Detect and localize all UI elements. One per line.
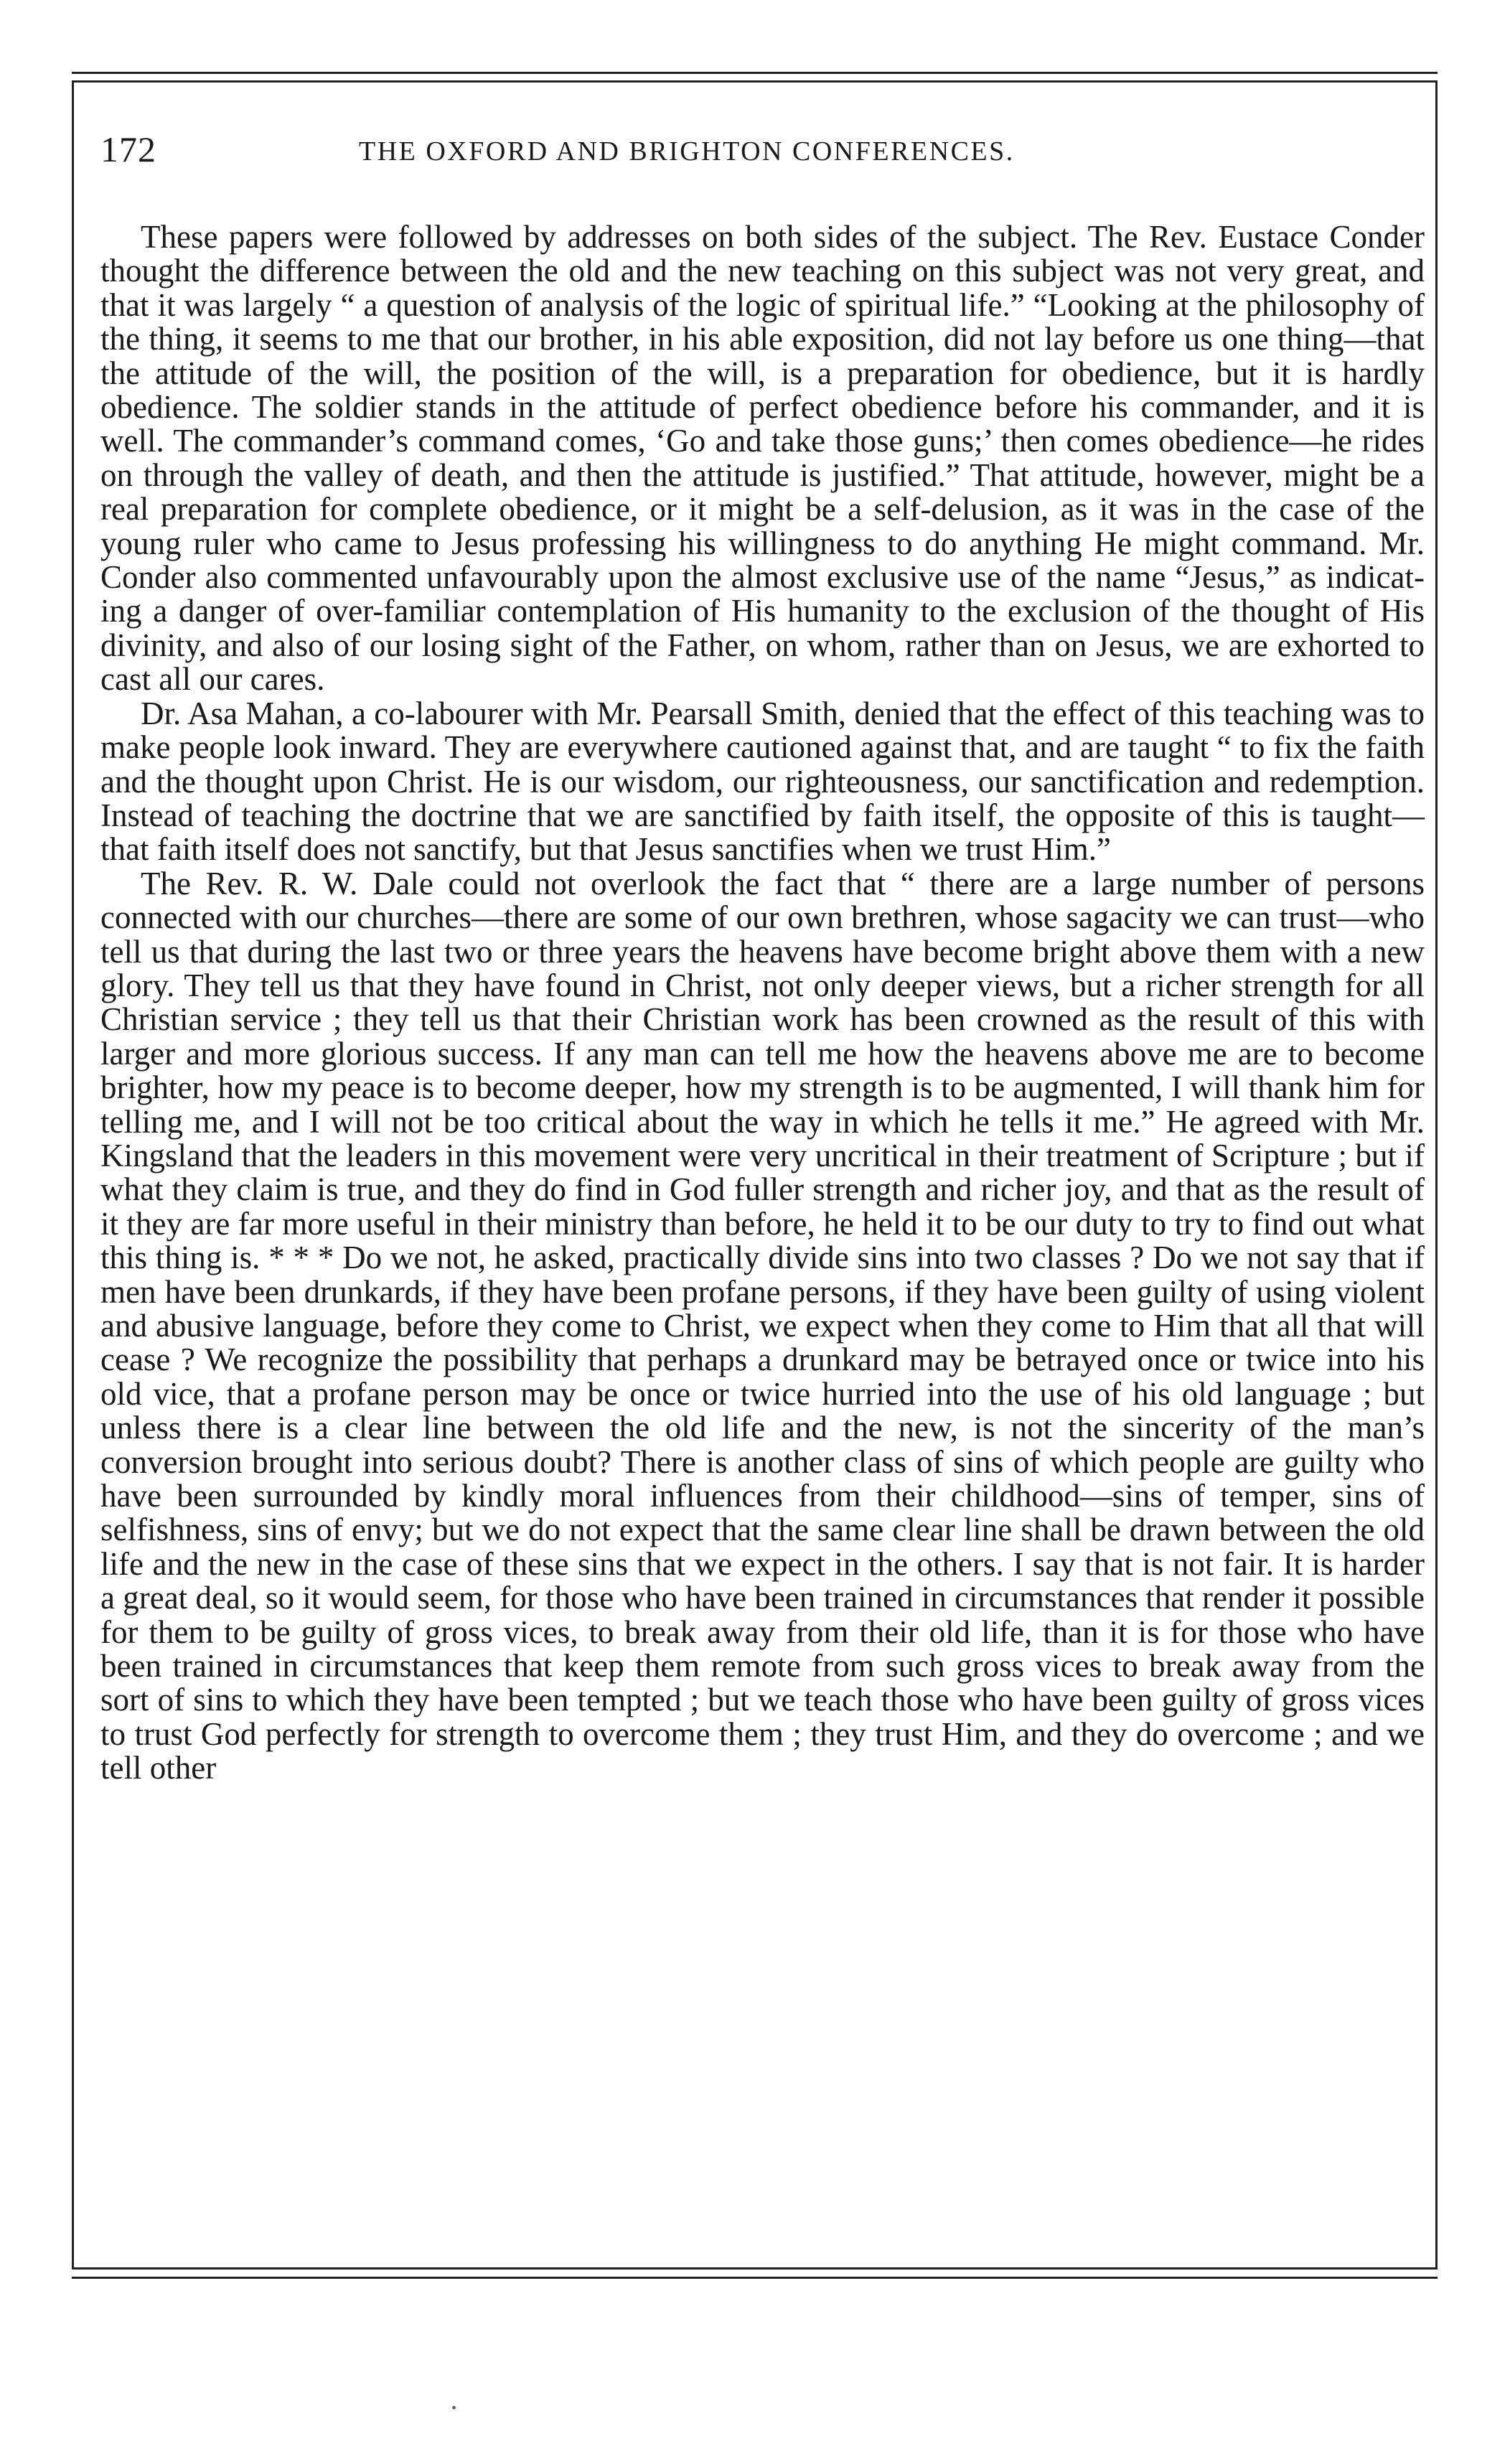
paragraph-dale: The Rev. R. W. Dale could not overlook the fact that “ there are a large number of persons connected with our churches—there are some of our own brethren, whose sagacity we can trust—who tell us that during the last two or three years the heavens have become bright above them with a new glory. They tell us that they have found in Christ, not only deeper views, but a richer strength for all Christian service ; they tell us that their Christian work has been crowned as the result of this with larger and more glorious success. If any man can tell me how the heavens above me are to become brighter, how my peace is to become deeper, how my strength is to be augmented, I will thank him for telling me, and I will not be too critical about the way in which he tells it me.” He agreed with Mr. Kingsland that the leaders in this movement were very uncritical in their treatment of Scripture ; but if what they claim is true, and they do find in God fuller strength and richer joy, and that as the result of it they are far more useful in their ministry than before, he held it to be our duty to try to find out what this thing is. * * * Do we not, he asked, practically divide sins into two classes ? Do we not say that if men have been drunkards, if they have been profane persons, if they have been guilty of using violent and abusive language, before they come to Christ, we expect when they come to Him that all that will cease ? We recognize the possibility that perhaps a drunkard may be betrayed once or twice into his old vice, that a profane person may be once or twice hurried into the use of his old language ; but unless there is a clear line between the old life and the new, is not the sincerity of the man’s conversion brought into serious doubt? There is another class of sins of which people are guilty who have been surrounded by kindly moral influences from their childhood—sins of temper, sins of selfishness, sins of envy; but we do not expect that the same clear line shall be drawn between the old life and the new in the case of these sins that we expect in the others. I say that is not fair. It is harder a great deal, so it would seem, for those who have been trained in circumstances that render it possible for them to be guilty of gross vices, to break away from their old life, than it is for those who have been trained in circumstances that keep them remote from such gross vices to break away from the sort of sins to which they have been tempted ; but we teach those who have been guilty of gross vices to trust God perfectly for strength to overcome them ; they trust Him, and they do overcome ; and we tell other — [100, 865, 1425, 1786]
running-title: THE OXFORD AND BRIGHTON CONFERENCES. — [359, 136, 1015, 167]
page-border-top-rule — [72, 72, 1438, 74]
print-speck — [452, 2406, 456, 2409]
paragraph-conder: These papers were followed by addresses on both sides of the subject. The Rev. Eustace Conder thought the difference between the old and the new teaching on this subject was not very great, and that it was largely “ a question of analysis of the logic of spiritual life.” “Looking at the philosophy of the thing, it seems to me that our brother, in his able exposition, did not lay before us one thing—that the attitude of the will, the position of the will, is a preparation for obedience, but it is hardly obedience. The soldier stands in the attitude of perfect obedience before his commander, and it is well. The commander’s command comes, ‘Go and take those guns;’ then comes obedience—he rides on through the valley of death, and then the attitude is justified.” That attitude, however, might be a real preparation for complete obedience, or it might be a self-delusion, as it was in the case of the young ruler who came to Jesus professing his willingness to do anything He might command. Mr. Conder also commented unfavourably upon the almost exclusive use of the name “Jesus,” as indicating a danger of over-familiar contemplation of His humanity to the exclusion of the thought of His divinity, and also of our losing sight of the Father, on whom, rather than on Jesus, we are exhorted to cast all our cares. — [100, 219, 1425, 698]
paragraph-mahan: Dr. Asa Mahan, a co-labourer with Mr. Pearsall Smith, denied that the effect of this teaching was to make people look inward. They are everywhere cautioned against that, and are taught “ to fix the faith and the thought upon Christ. He is our wisdom, our righteousness, our sanctification and redemption. Instead of teaching the doctrine that we are sanctified by faith itself, the opposite of this is taught—that faith itself does not sanctify, but that Jesus sanctifies when we trust Him.” — [100, 695, 1425, 868]
article-body — [100, 220, 1425, 1786]
page-header — [100, 128, 1421, 178]
page-border-bottom-rule — [72, 2277, 1438, 2279]
page-number: 172 — [100, 129, 156, 169]
